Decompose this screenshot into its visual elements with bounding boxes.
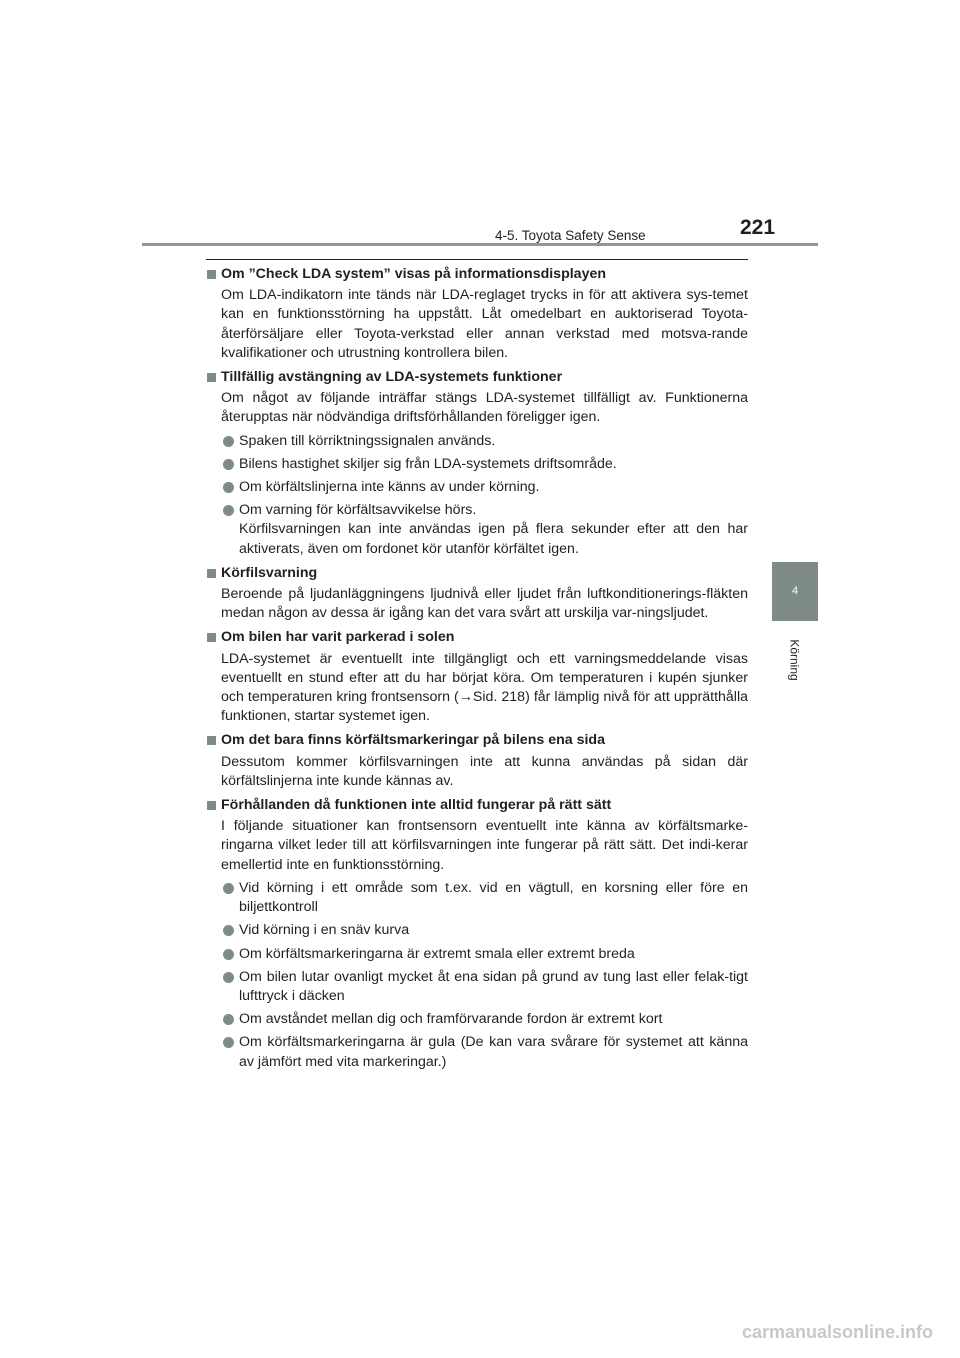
list-item-text: Om körfältslinjerna inte känns av under körning.: [239, 479, 540, 496]
list-item: [206, 1033, 748, 1071]
section-title: Tillfällig avstängning av LDA-systemets funktioner: [221, 369, 563, 386]
list-item-text: Om körfältsmarkeringarna är gula (De kan vara svårare för systemet att känna av jämfört med vita markeringar.): [239, 1034, 748, 1070]
chapter-label: [772, 630, 818, 690]
section-conditions: [206, 796, 748, 1072]
bullet-list: [206, 879, 748, 1072]
section-text: Om något av följande inträffar stängs LDA-systemet tillfälligt av. Funktionerna återupptas när nödvändiga driftsförhållanden föreligger igen.: [221, 390, 748, 426]
circle-bullet-icon: [223, 436, 234, 447]
list-item: [206, 879, 748, 917]
section-title: Körfilsvarning: [221, 564, 318, 581]
square-bullet-icon: [207, 270, 216, 279]
circle-bullet-icon: [223, 459, 234, 470]
watermark: carmanualsonline.info: [742, 1322, 934, 1342]
section-one-side-markings: [206, 731, 748, 791]
circle-bullet-icon: [223, 972, 234, 983]
list-item-text: Vid körning i en snäv kurva: [239, 922, 410, 939]
circle-bullet-icon: [223, 505, 234, 516]
square-bullet-icon: [207, 801, 216, 810]
list-item: [206, 921, 748, 940]
content-divider: [206, 259, 748, 260]
page-content: [206, 265, 748, 1077]
section-heading: [206, 628, 748, 647]
list-item-text: Om varning för körfältsavvikelse hörs.: [239, 502, 477, 519]
section-text: LDA-systemet är eventuellt inte tillgängligt och ett varningsmeddelande visas eventuellt en stund efter att du har börjat köra. Om temperaturen i kupén sjunker och temperaturen kring frontsensorn (→Sid. 218) får lämplig nivå för att upprätthålla funktionen, startar systemet igen.: [221, 650, 748, 725]
chapter-label-text: Körning: [788, 639, 802, 681]
list-item: [206, 1010, 748, 1029]
section-heading: [206, 564, 748, 583]
list-item: [206, 501, 748, 559]
list-item-text: Om bilen lutar ovanligt mycket åt ena sidan på grund av tung last eller felak-tigt lufttryck i däcken: [239, 968, 748, 1004]
page-number: 221: [740, 216, 776, 239]
section-temporary-shutdown: [206, 368, 748, 559]
section-title: Om bilen har varit parkerad i solen: [221, 629, 455, 646]
square-bullet-icon: [207, 736, 216, 745]
section-text: Dessutom kommer körfilsvarningen inte att kunna användas på sidan där körfältslinjerna inte kunde kännas av.: [221, 753, 748, 789]
header-section-title: 4-5. Toyota Safety Sense: [495, 228, 646, 243]
section-title: Förhållanden då funktionen inte alltid fungerar på rätt sätt: [221, 797, 612, 814]
section-title: Om ”Check LDA system” visas på informationsdisplayen: [221, 266, 607, 282]
section-check-lda: [206, 265, 748, 363]
section-text: Beroende på ljudanläggningens ljudnivå eller ljudet från luftkonditionerings-fläkten medan någon av dessa är igång kan det vara svårt att urskilja var-ningsljudet.: [221, 586, 748, 622]
list-item-subtext: Körfilsvarningen kan inte användas igen på flera sekunder efter att den har aktiverats, även om fordonet kör utanför körfältet igen.: [239, 521, 748, 557]
list-item-text: Spaken till körriktningssignalen används.: [239, 432, 496, 449]
section-title: Om det bara finns körfältsmarkeringar på bilens ena sida: [221, 732, 605, 749]
square-bullet-icon: [207, 373, 216, 382]
square-bullet-icon: [207, 633, 216, 642]
section-heading: [206, 796, 748, 815]
circle-bullet-icon: [223, 1014, 234, 1025]
section-heading: [206, 265, 748, 284]
bullet-list: [206, 432, 748, 559]
section-lane-warning: [206, 564, 748, 624]
square-bullet-icon: [207, 569, 216, 578]
list-item-text: Bilens hastighet skiljer sig från LDA-systemets driftsområde.: [239, 455, 617, 472]
header-divider: [142, 243, 818, 246]
section-heading: [206, 731, 748, 750]
list-item-text: Om avståndet mellan dig och framförvarande fordon är extremt kort: [239, 1011, 663, 1028]
circle-bullet-icon: [223, 949, 234, 960]
circle-bullet-icon: [223, 482, 234, 493]
list-item-text: Vid körning i ett område som t.ex. vid en vägtull, en korsning eller före en biljettkontroll: [239, 879, 748, 916]
section-text: Om LDA-indikatorn inte tänds när LDA-reglaget trycks in för att aktivera sys-temet kan en funktionsstörning ha uppstått. Låt omedelbart en auktoriserad Toyota-återförsäljare eller Toyota-verkstad eller annan verkstad med motsva-rande kvalifikationer och utrustning kontrollera bilen.: [221, 287, 748, 361]
section-heading: [206, 368, 748, 387]
chapter-tab: 4: [772, 562, 818, 621]
list-item: [206, 432, 748, 451]
list-item: [206, 945, 748, 964]
circle-bullet-icon: [223, 1037, 234, 1048]
list-item: [206, 478, 748, 497]
section-parked-in-sun: [206, 628, 748, 726]
list-item-text: Om körfältsmarkeringarna är extremt smala eller extremt breda: [239, 945, 635, 962]
section-text: I följande situationer kan frontsensorn eventuellt inte känna av körfältsmarke-ringarna vilket leder till att körfilsvarningen inte fungerar på rätt sätt. Det indi-kerar emellertid inte en funktionsstörning.: [221, 818, 748, 873]
circle-bullet-icon: [223, 925, 234, 936]
circle-bullet-icon: [223, 883, 234, 894]
list-item: [206, 455, 748, 474]
list-item: [206, 968, 748, 1006]
